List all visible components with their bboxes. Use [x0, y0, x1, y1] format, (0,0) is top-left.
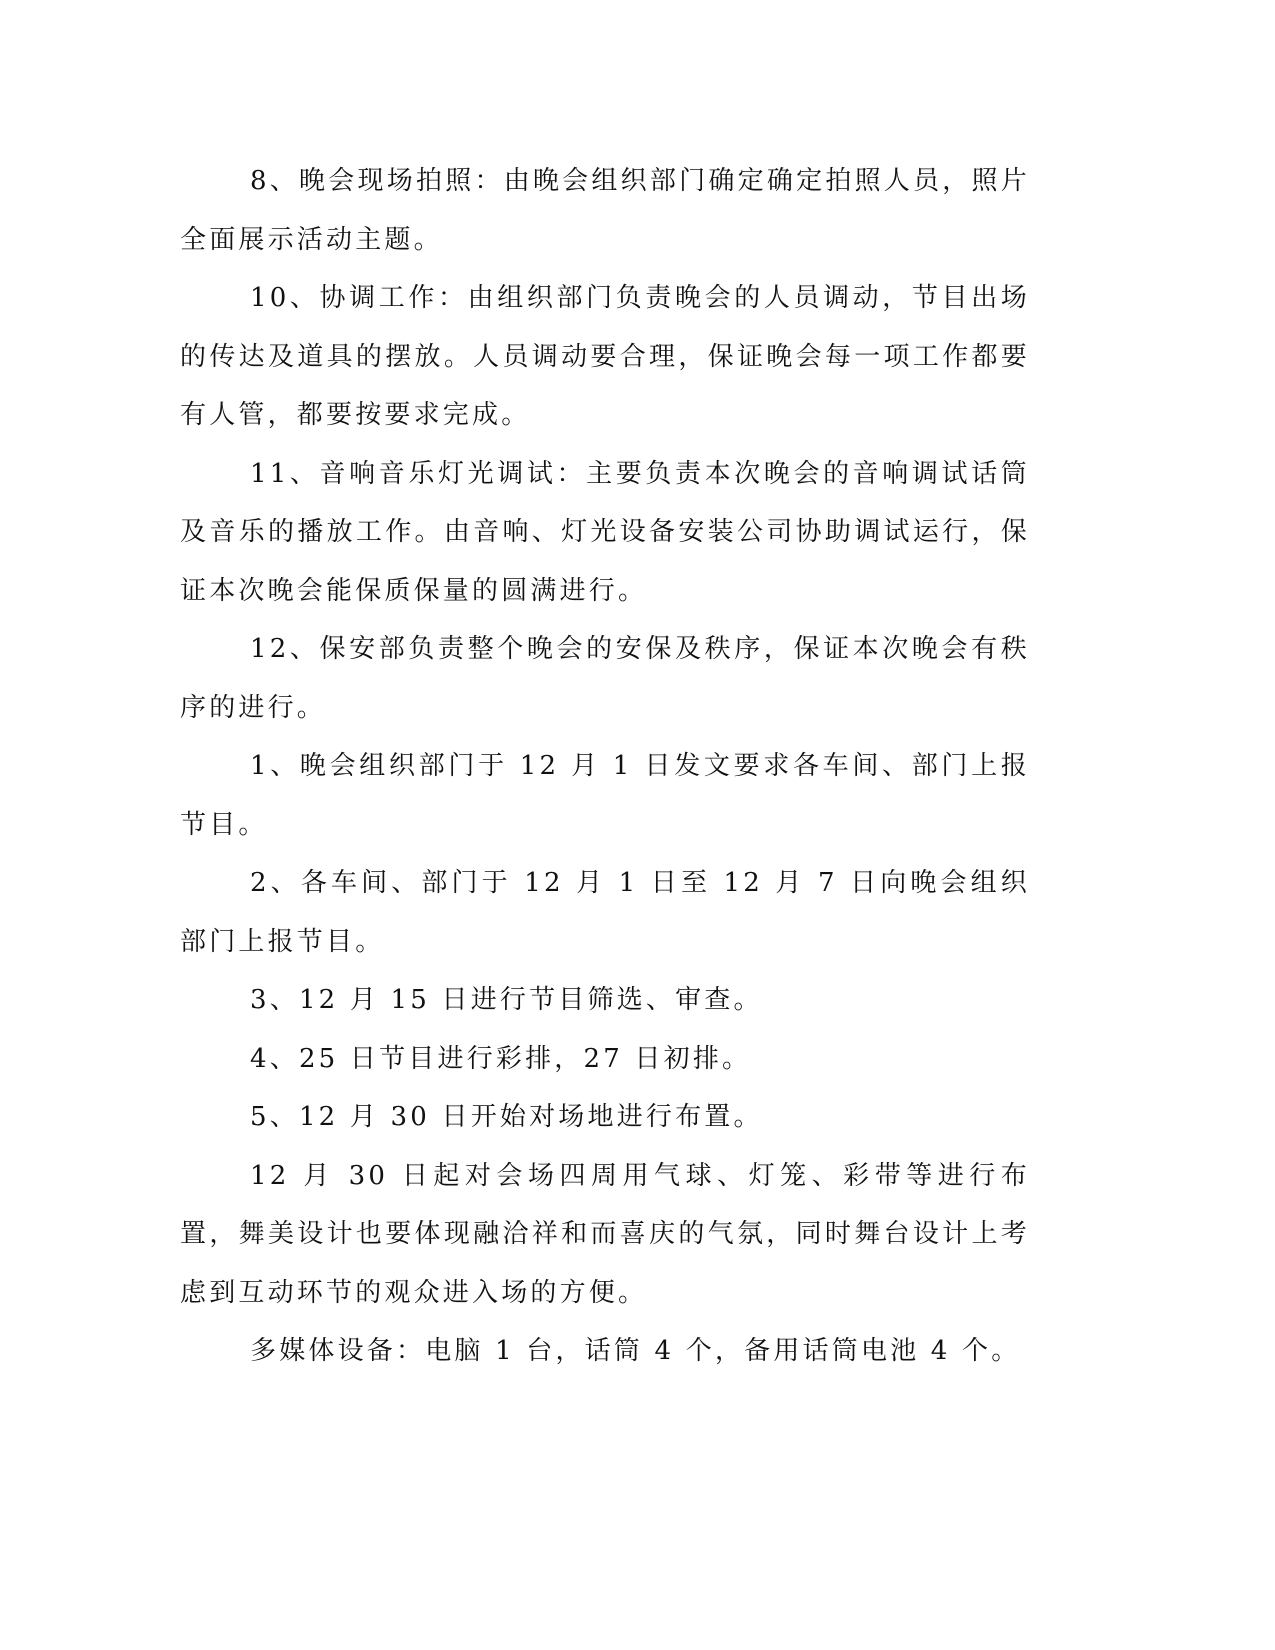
paragraph-coordination: 10、协调工作：由组织部门负责晚会的人员调动，节目出场的传达及道具的摆放。人员调动要合理，保证晚会每一项工作都要有人管，都要按要求完成。 [180, 283, 1030, 430]
paragraph-multimedia-equipment: 多媒体设备：电脑 1 台，话筒 4 个，备用话筒电池 4 个。 [250, 1336, 1021, 1366]
paragraph-photography: 8、晚会现场拍照：由晚会组织部门确定确定拍照人员，照片全面展示活动主题。 [180, 166, 1030, 255]
paragraph-venue-decoration: 12 月 30 日起对会场四周用气球、灯笼、彩带等进行布置，舞美设计也要体现融洽祥和而喜庆的气氛，同时舞台设计上考虑到互动环节的观众进入场的方便。 [180, 1160, 1030, 1308]
paragraph-schedule-4: 4、25 日节目进行彩排，27 日初排。 [250, 1043, 752, 1074]
paragraph-schedule-3: 3、12 月 15 日进行节目筛选、审查。 [250, 985, 763, 1015]
document-body [180, 152, 1030, 1381]
paragraph-schedule-5: 5、12 月 30 日开始对场地进行布置。 [250, 1102, 763, 1132]
paragraph-sound-lighting: 11、音响音乐灯光调试：主要负责本次晚会的音响调试话筒及音乐的播放工作。由音响、灯光设备安装公司协助调试运行，保证本次晚会能保质保量的圆满进行。 [180, 458, 1030, 606]
paragraph-security: 12、保安部负责整个晚会的安保及秩序，保证本次晚会有秩序的进行。 [180, 634, 1030, 723]
paragraph-schedule-2: 2、各车间、部门于 12 月 1 日至 12 月 7 日向晚会组织部门上报节目。 [180, 868, 1030, 957]
paragraph-schedule-1: 1、晚会组织部门于 12 月 1 日发文要求各车间、部门上报节目。 [180, 751, 1030, 840]
